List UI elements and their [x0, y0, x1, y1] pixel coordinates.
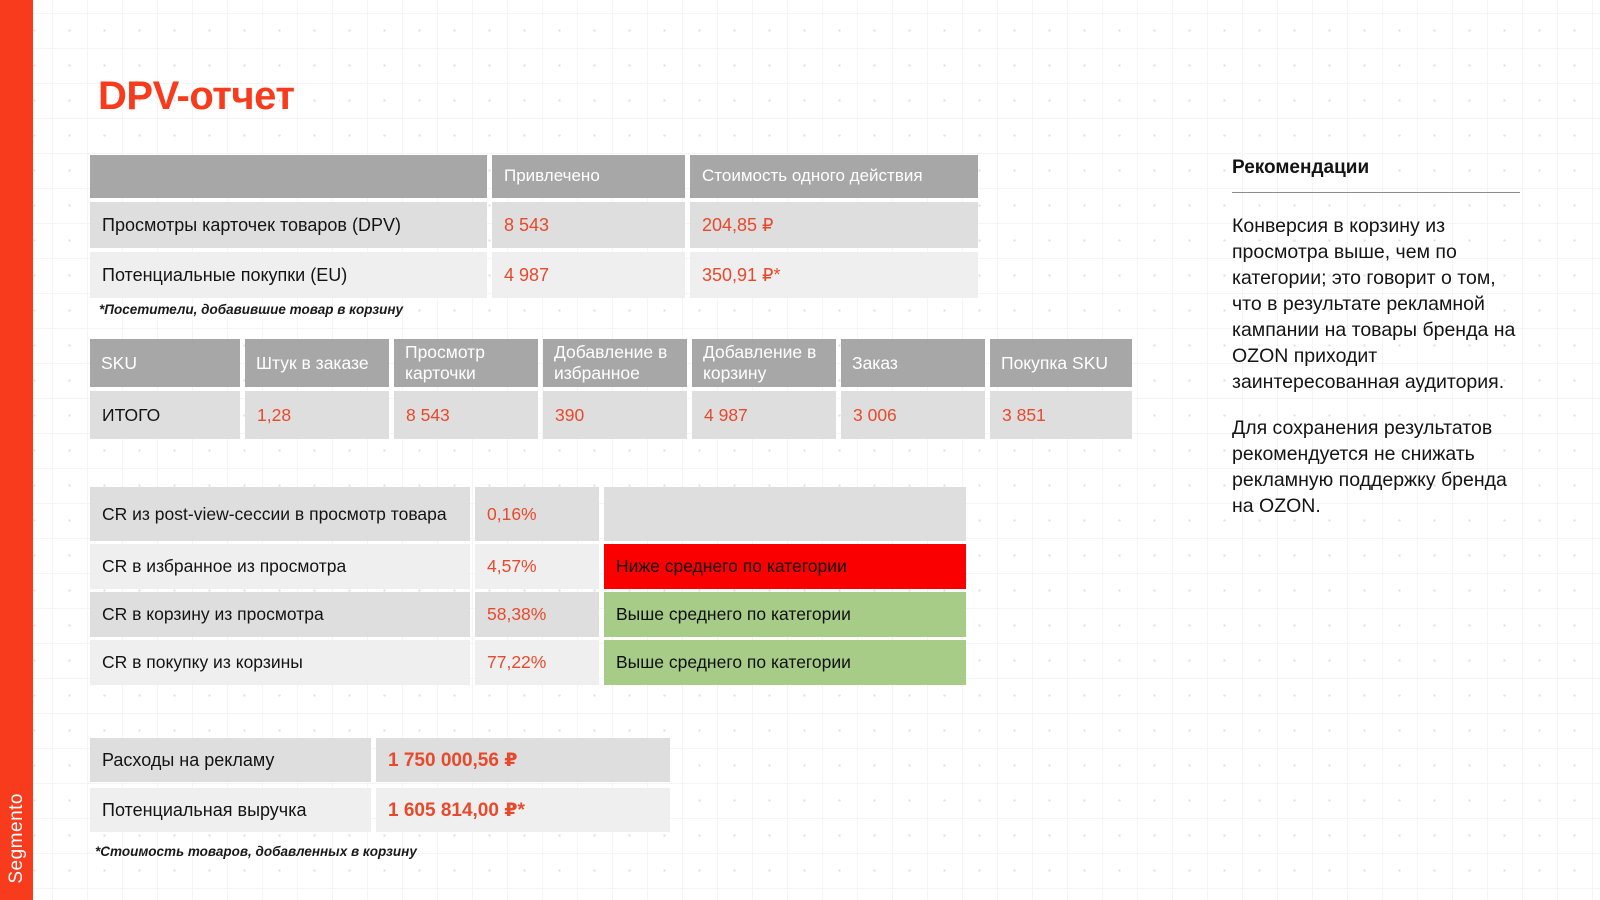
- eu-row-attracted: 4 987: [492, 252, 685, 298]
- funnel-total-units: 1,28: [245, 391, 389, 439]
- cr-row-label: CR из post-view-сессии в просмотр товара: [90, 487, 470, 541]
- funnel-total-order: 3 006: [841, 391, 985, 439]
- recommendations-text: [1232, 214, 1522, 520]
- brand-bar: [0, 0, 33, 900]
- pot-revenue-value: 1 605 814,00 ₽*: [376, 788, 670, 832]
- cr-row-status: Выше среднего по категории: [604, 640, 966, 685]
- funnel-header-cart: Добавление в корзину: [692, 339, 836, 387]
- pot-revenue-label: Потенциальная выручка: [90, 788, 371, 832]
- recommendations-divider: [1232, 192, 1520, 193]
- dpv-footnote: *Посетители, добавившие товар в корзину: [99, 302, 404, 317]
- funnel-header-sku: SKU: [90, 339, 240, 387]
- cr-row-status: [604, 487, 966, 541]
- recommendations-paragraph: Конверсия в корзину из просмотра выше, чем по категории; это говорит о том, что в результате рекламной кампании на товары бренда на OZON приходит заинтересованная аудитория.: [1232, 215, 1516, 393]
- funnel-total-cart: 4 987: [692, 391, 836, 439]
- cr-row-status: Выше среднего по категории: [604, 592, 966, 637]
- funnel-total-favorites: 390: [543, 391, 687, 439]
- funnel-table: [90, 339, 1132, 439]
- recommendations-panel: [1232, 157, 1522, 520]
- recommendations-heading: Рекомендации: [1232, 157, 1370, 178]
- dpv-header-empty: [90, 155, 487, 198]
- dpv-header-cost: Стоимость одного действия: [690, 155, 978, 198]
- cr-row-value: 77,22%: [475, 640, 599, 685]
- eu-row-label: Потенциальные покупки (EU): [90, 252, 487, 298]
- funnel-header-order: Заказ: [841, 339, 985, 387]
- cr-row-value: 4,57%: [475, 544, 599, 589]
- funnel-total-label: ИТОГО: [90, 391, 240, 439]
- cr-table: [90, 487, 966, 685]
- cr-row-label: CR в покупку из корзины: [90, 640, 470, 685]
- budget-table: [90, 738, 670, 832]
- dpv-row-attracted: 8 543: [492, 202, 685, 248]
- page-title: DPV-отчет: [98, 74, 295, 118]
- funnel-header-purchase: Покупка SKU: [990, 339, 1132, 387]
- funnel-total-purchase: 3 851: [990, 391, 1132, 439]
- dpv-header-attracted: Привлечено: [492, 155, 685, 198]
- funnel-header-favorites: Добавление в избранное: [543, 339, 687, 387]
- eu-row-cost: 350,91 ₽*: [690, 252, 978, 298]
- cr-row-value: 58,38%: [475, 592, 599, 637]
- funnel-total-views: 8 543: [394, 391, 538, 439]
- cr-row-label: CR в избранное из просмотра: [90, 544, 470, 589]
- cr-row-value: 0,16%: [475, 487, 599, 541]
- dpv-row-cost: 204,85 ₽: [690, 202, 978, 248]
- brand-logo-text: Segmento: [5, 793, 27, 884]
- ad-spend-label: Расходы на рекламу: [90, 738, 371, 782]
- funnel-header-views: Просмотр карточки: [394, 339, 538, 387]
- recommendations-paragraph: Для сохранения результатов рекомендуется не снижать рекламную поддержку бренда на OZON.: [1232, 417, 1507, 518]
- cr-row-status: Ниже среднего по категории: [604, 544, 966, 589]
- budget-footnote: *Стоимость товаров, добавленных в корзину: [95, 844, 417, 859]
- dpv-summary-table: [90, 155, 978, 298]
- ad-spend-value: 1 750 000,56 ₽: [376, 738, 670, 782]
- funnel-header-units: Штук в заказе: [245, 339, 389, 387]
- cr-row-label: CR в корзину из просмотра: [90, 592, 470, 637]
- dpv-row-label: Просмотры карточек товаров (DPV): [90, 202, 487, 248]
